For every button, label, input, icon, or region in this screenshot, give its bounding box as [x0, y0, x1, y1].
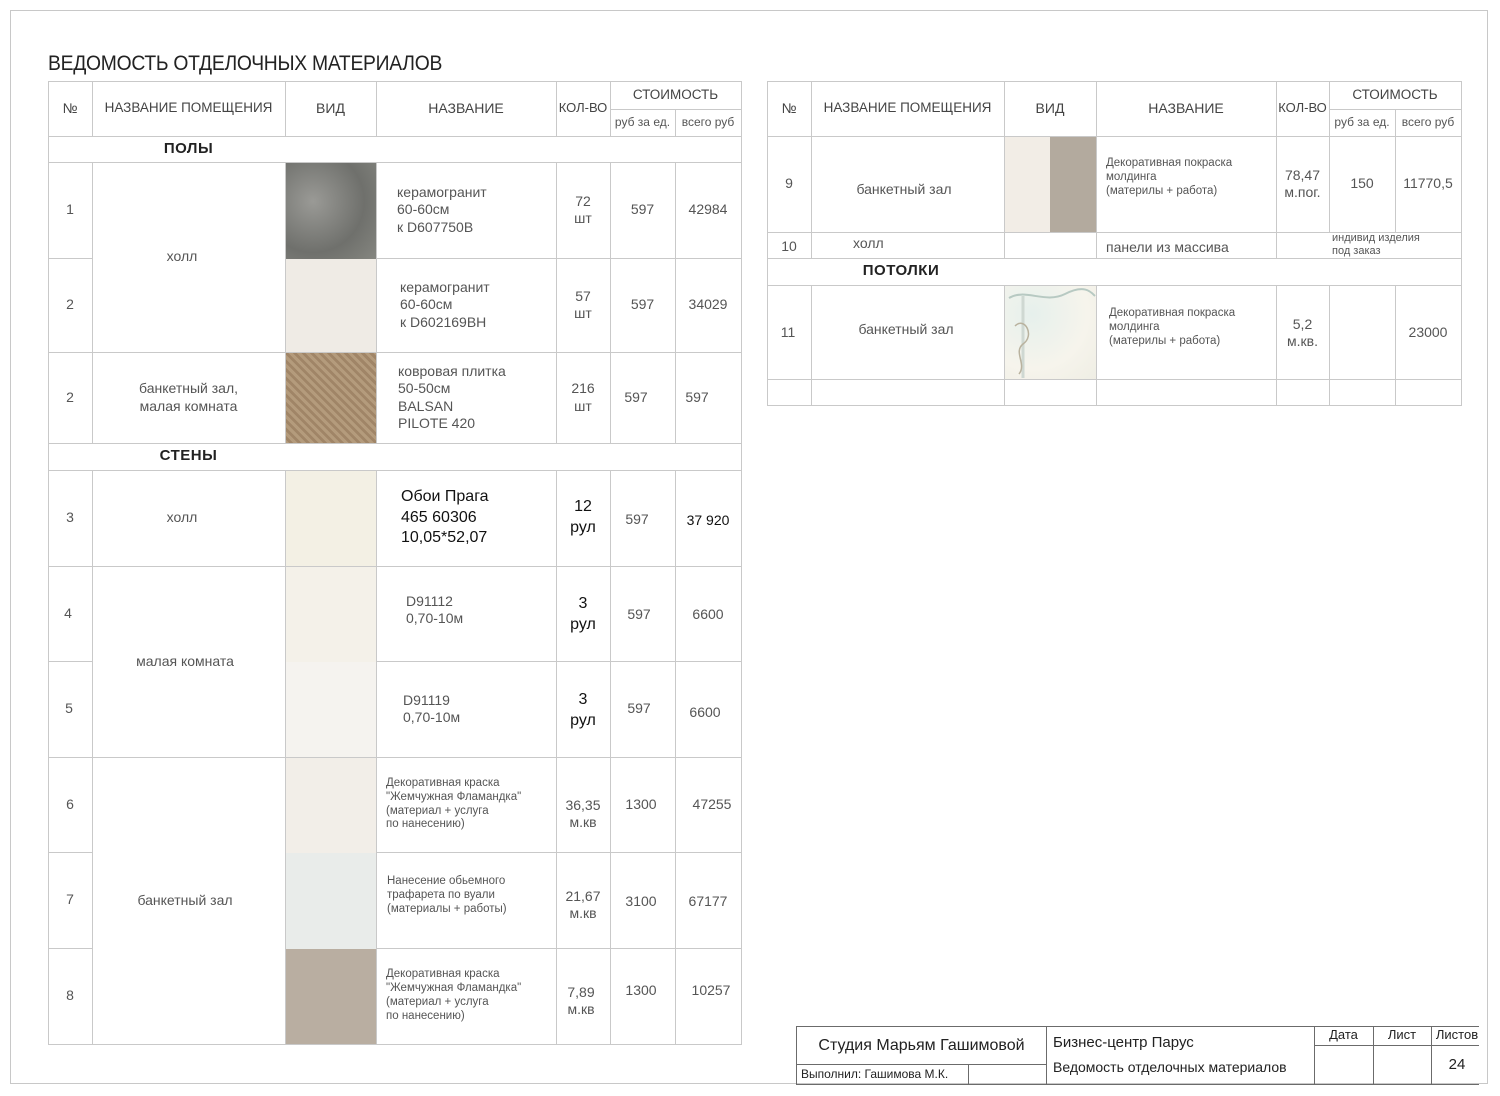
swatch-ceiling-ornament: [1005, 286, 1096, 379]
left-header-num: №: [62, 99, 78, 116]
ornament-icon: [1005, 286, 1096, 379]
right-header-name: НАЗВАНИЕ: [1148, 99, 1224, 116]
left-row-8-total: 67177: [688, 893, 728, 910]
swatch-wallpaper-praga: [286, 471, 376, 567]
left-row-3-qty: 216 шт: [571, 380, 595, 414]
left-header-name: НАЗВАНИЕ: [428, 99, 504, 116]
left-header-qty: КОЛ-ВО: [558, 100, 608, 116]
left-row-3-num: 2: [66, 388, 74, 405]
right-header-qty: КОЛ-ВО: [1278, 100, 1327, 116]
right-row-11-room: банкетный зал: [858, 321, 954, 338]
left-row-5-num: 4: [64, 604, 72, 621]
left-row-2-qty: 57 шт: [574, 287, 592, 321]
author: Выполнил: Гашимова М.К.: [801, 1067, 949, 1081]
studio-name: Студия Марьям Гашимовой: [818, 1037, 1025, 1054]
left-row-4-name: Обои Прага 465 60306 10,05*52,07: [401, 487, 489, 547]
swatch-paint-pearl-dark: [286, 949, 376, 1045]
right-header-per-unit: руб за ед.: [1334, 115, 1390, 129]
left-row-6-total: 6600: [689, 704, 721, 721]
swatch-carpet: [286, 353, 376, 444]
right-row-9-room: банкетный зал: [856, 181, 952, 198]
left-row-9-num: 8: [66, 987, 74, 1004]
right-row-9-total: 11770,5: [1403, 175, 1453, 192]
left-row-2-price: 597: [630, 296, 655, 313]
swatch-granite-grey: [286, 163, 376, 259]
sheet-title: Ведомость отделочных материалов: [1053, 1059, 1287, 1076]
swatch-molding-taupe: [1050, 137, 1096, 232]
right-row-11-qty: 5,2 м.кв.: [1287, 315, 1318, 349]
left-row-5-qty: 3 рул: [570, 595, 596, 633]
left-row-9-total: 10257: [691, 982, 731, 999]
left-row-6-num: 5: [65, 700, 73, 717]
right-header-total: всего руб: [1401, 115, 1455, 129]
left-row-8-num: 7: [66, 891, 74, 908]
room-banquet-small: банкетный зал, малая комната: [139, 380, 238, 414]
left-row-5-price: 597: [627, 606, 651, 623]
left-row-5-name: D91112 0,70-10м: [406, 592, 464, 626]
left-row-7-qty: 36,35 м.кв: [565, 796, 601, 830]
left-row-1-price: 597: [630, 201, 655, 218]
right-row-9-price: 150: [1350, 175, 1374, 192]
left-row-7-total: 47255: [692, 795, 732, 812]
left-row-4-qty: 12 рул: [570, 498, 596, 536]
right-row-9-name: Декоративная покраска молдинга (материлы + работа): [1106, 157, 1233, 197]
left-row-3-price: 597: [624, 388, 648, 405]
left-header-room: НАЗВАНИЕ ПОМЕЩЕНИЯ: [104, 100, 273, 116]
left-header-cost: СТОИМОСТЬ: [632, 86, 719, 102]
right-row-10-room: холл: [853, 235, 884, 252]
left-row-1-name: керамогранит 60-60см к D607750B: [397, 183, 487, 235]
room-hall-floor: холл: [166, 248, 198, 265]
sheets-label: Листов: [1435, 1027, 1479, 1043]
left-row-9-name: Декоративная краска "Жемчужная Фламандка" (материал + услуга по нанесению): [386, 968, 522, 1022]
right-row-9-qty: 78,47 м.пог.: [1284, 166, 1321, 200]
left-row-3-name: ковровая плитка 50-50см BALSAN PILOTE 420: [398, 362, 506, 431]
left-row-9-qty: 7,89 м.кв: [567, 983, 595, 1017]
left-row-2-num: 2: [66, 296, 74, 313]
right-header-room: НАЗВАНИЕ ПОМЕЩЕНИЯ: [823, 100, 992, 116]
project-name: Бизнес-центр Парус: [1053, 1033, 1194, 1051]
left-row-3-total: 597: [685, 388, 709, 405]
left-row-6-name: D91119 0,70-10м: [403, 691, 461, 725]
section-floors: ПОЛЫ: [163, 139, 214, 157]
left-row-8-qty: 21,67 м.кв: [565, 887, 601, 921]
left-header-total: всего руб: [681, 115, 735, 129]
right-header-cost: СТОИМОСТЬ: [1352, 86, 1438, 102]
swatch-stencil-veil: [286, 853, 376, 949]
left-row-2-name: керамогранит 60-60см к D602169BH: [400, 278, 490, 330]
swatch-wallpaper-d91112: [286, 567, 376, 662]
left-row-9-price: 1300: [625, 982, 657, 999]
right-row-10-price: индивид изделия под заказ: [1332, 231, 1420, 257]
left-row-4-total: 37 920: [686, 512, 730, 529]
date-label: Дата: [1329, 1027, 1358, 1043]
swatch-paint-pearl-light: [286, 758, 376, 853]
section-walls: СТЕНЫ: [159, 447, 218, 465]
right-row-10-name: панели из массива: [1106, 239, 1229, 256]
left-row-6-price: 597: [627, 700, 651, 717]
right-row-11-num: 11: [780, 324, 796, 341]
left-row-1-qty: 72 шт: [574, 192, 592, 226]
document-title: ВЕДОМОСТЬ ОТДЕЛОЧНЫХ МАТЕРИАЛОВ: [48, 52, 443, 75]
right-header-num: №: [781, 99, 797, 116]
left-row-7-price: 1300: [625, 795, 657, 812]
left-row-5-total: 6600: [692, 606, 724, 623]
left-row-4-price: 597: [625, 511, 649, 528]
left-row-7-name: Декоративная краска "Жемчужная Фламандка" (материал + услуга по нанесению): [386, 776, 522, 831]
swatch-granite-light: [286, 259, 376, 353]
room-hall-wall: холл: [166, 509, 198, 526]
right-header-view: ВИД: [1035, 99, 1065, 116]
left-row-8-price: 3100: [625, 893, 657, 910]
left-row-1-total: 42984: [688, 201, 728, 218]
sheets-value: 24: [1448, 1055, 1466, 1073]
left-row-7-num: 6: [66, 795, 74, 812]
right-row-11-total: 23000: [1408, 324, 1448, 341]
left-row-4-num: 3: [66, 509, 74, 526]
swatch-wallpaper-d91119: [286, 662, 376, 758]
left-row-6-qty: 3 рул: [570, 691, 596, 729]
left-row-8-name: Нанесение обьемного трафарета по вуали (материалы + работы): [387, 875, 507, 915]
room-banquet: банкетный зал: [137, 891, 233, 908]
left-header-view: ВИД: [316, 99, 345, 116]
left-row-1-num: 1: [66, 201, 74, 218]
right-row-10-num: 10: [781, 238, 797, 255]
right-row-11-name: Декоративная покраска молдинга (материлы + работа): [1109, 307, 1236, 347]
sheet-label: Лист: [1387, 1027, 1417, 1043]
right-row-9-num: 9: [785, 175, 793, 192]
left-row-2-total: 34029: [688, 296, 728, 313]
room-small-room: малая комната: [136, 652, 234, 669]
left-header-per-unit: руб за ед.: [614, 115, 671, 129]
section-ceilings: ПОТОЛКИ: [862, 262, 940, 280]
swatch-molding-light: [1005, 137, 1050, 232]
